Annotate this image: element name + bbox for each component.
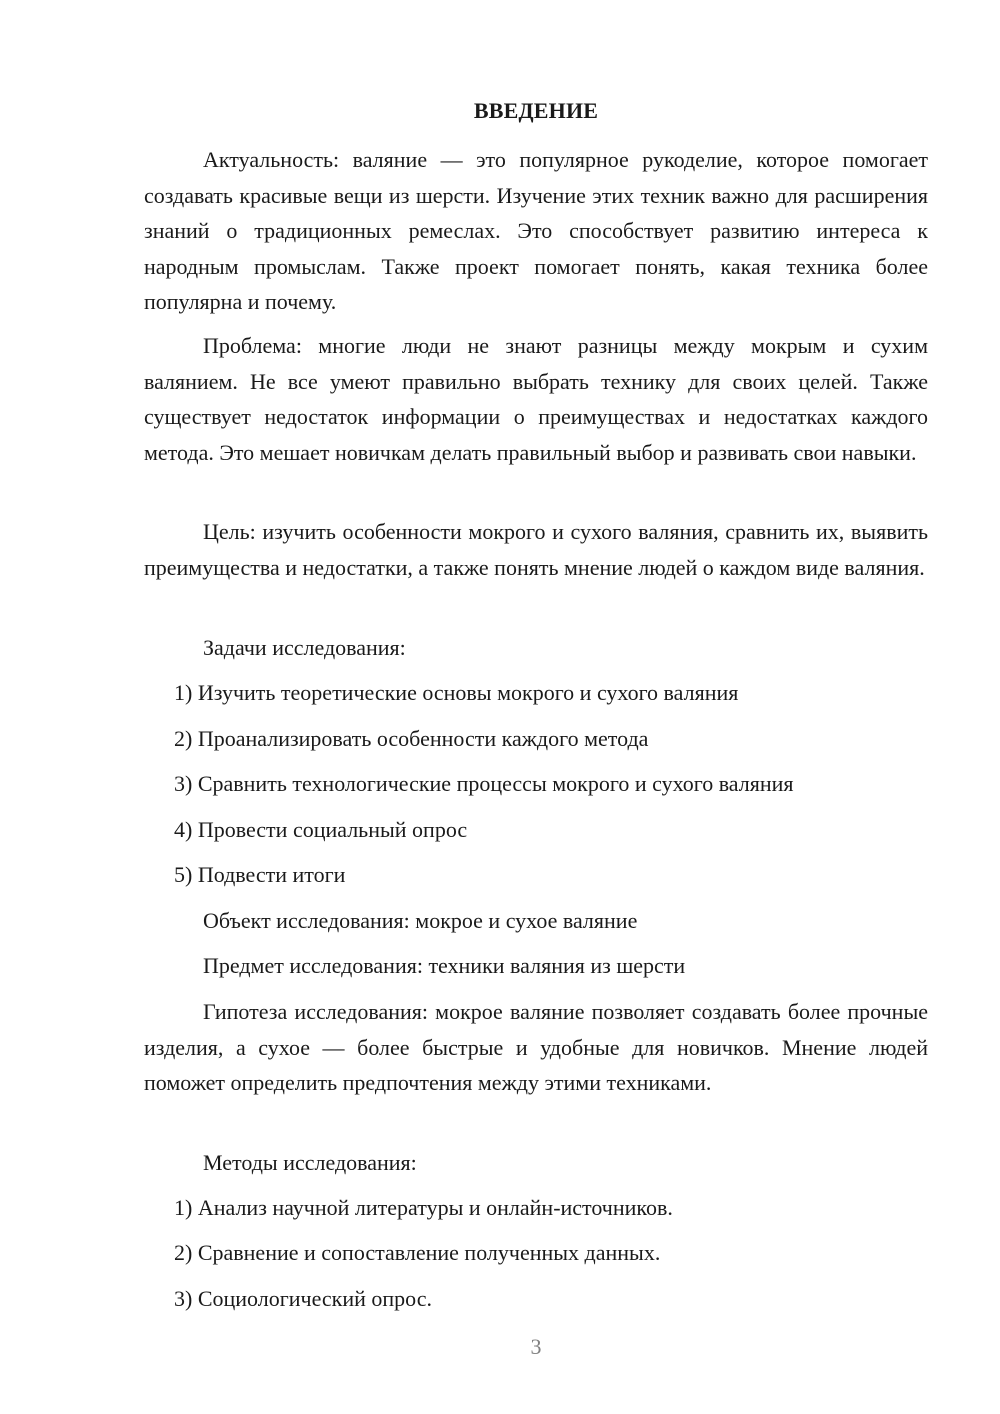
- task-item: 3) Сравнить технологические процессы мокрого и сухого валяния: [174, 771, 794, 796]
- research-object: Объект исследования: мокрое и сухое валяние: [203, 908, 638, 933]
- hypothesis-paragraph: Гипотеза исследования: мокрое валяние позволяет создавать более прочные изделия, а сухое — более быстрые и удобные для новичков. Мнение людей поможет определить предпочтения между этими техниками.: [144, 999, 928, 1095]
- task-item: 4) Провести социальный опрос: [174, 817, 468, 842]
- relevance-paragraph: Актуальность: валяние — это популярное рукоделие, которое помогает создавать красивые вещи из шерсти. Изучение этих техник важно для расширения знаний о традиционных ремеслах. Это способствует развитию интереса к народным промыслам. Также проект помогает понять, какая техника более популярна и почему.: [144, 147, 928, 314]
- tasks-heading: Задачи исследования:: [203, 635, 406, 660]
- research-subject: Предмет исследования: техники валяния из шерсти: [203, 953, 686, 978]
- methods-heading: Методы исследования:: [203, 1150, 417, 1175]
- page-number: 3: [530, 1334, 542, 1359]
- method-item: 2) Сравнение и сопоставление полученных данных.: [174, 1240, 661, 1265]
- problem-paragraph: Проблема: многие люди не знают разницы между мокрым и сухим валянием. Не все умеют правильно выбрать технику для своих целей. Также существует недостаток информации о преимуществах и недостатках каждого метода. Это мешает новичкам делать правильный выбор и развивать свои навыки.: [144, 333, 928, 465]
- goal-paragraph: Цель: изучить особенности мокрого и сухого валяния, сравнить их, выявить преимущества и недостатки, а также понять мнение людей о каждом виде валяния.: [144, 519, 928, 580]
- task-item: 1) Изучить теоретические основы мокрого и сухого валяния: [174, 680, 739, 705]
- method-item: 3) Социологический опрос.: [174, 1286, 432, 1311]
- task-item: 5) Подвести итоги: [174, 862, 346, 887]
- method-item: 1) Анализ научной литературы и онлайн-источников.: [174, 1195, 673, 1220]
- task-item: 2) Проанализировать особенности каждого метода: [174, 726, 649, 751]
- page-title: ВВЕДЕНИЕ: [473, 98, 599, 123]
